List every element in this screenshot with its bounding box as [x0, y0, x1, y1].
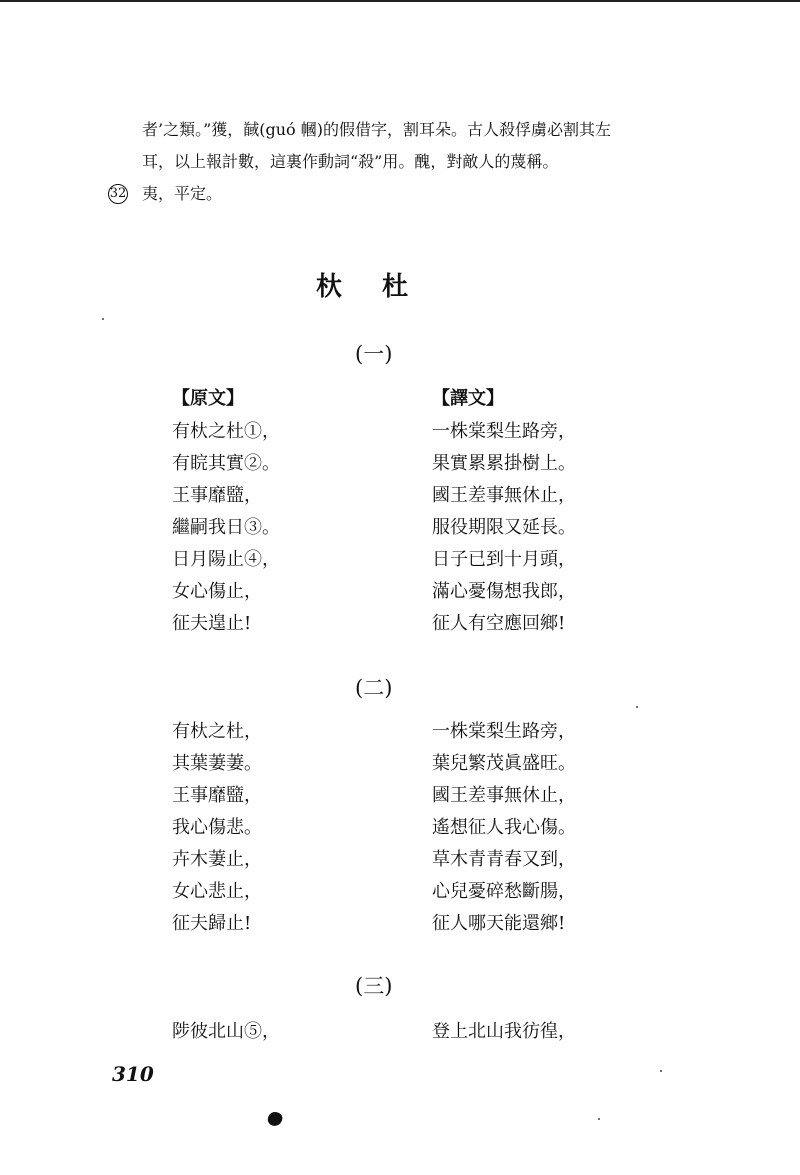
original-line: 我心傷悲。	[172, 817, 262, 838]
original-line: 王事靡盬，	[172, 485, 262, 506]
translation-line: 一株棠梨生路旁，	[432, 721, 576, 742]
translation-line: 一株棠梨生路旁，	[432, 421, 576, 442]
section-1-translation	[432, 416, 576, 640]
ink-speck	[598, 1118, 600, 1120]
top-border-line	[0, 0, 800, 2]
translation-line: 滿心憂傷想我郎，	[432, 581, 576, 602]
original-line: 王事靡盬，	[172, 785, 262, 806]
original-line: 有杕之杜①，	[172, 421, 280, 442]
original-line: 女心傷止，	[172, 581, 262, 602]
note-number-badge: 32	[108, 184, 128, 204]
translation-line: 遙想征人我心傷。	[432, 817, 576, 838]
note-line-3: 夷，平定。	[142, 184, 223, 203]
section-label-2: (二)	[355, 676, 393, 700]
original-line: 有杕之杜，	[172, 721, 262, 742]
original-line: 陟彼北山⑤，	[172, 1021, 280, 1042]
ink-speck	[636, 706, 638, 708]
translation-line: 國王差事無休止，	[432, 485, 576, 506]
ink-blot	[266, 1110, 284, 1128]
original-line: 繼嗣我日③。	[172, 517, 280, 538]
original-line: 征夫歸止!	[172, 913, 252, 934]
translation-line: 心兒憂碎愁斷腸，	[432, 881, 576, 902]
translation-line: 登上北山我彷徨，	[432, 1021, 576, 1042]
section-3-original	[172, 1016, 280, 1048]
note-line-1: 者’之類。”獲，馘(guó 幗)的假借字，割耳朵。古人殺俘虜必割其左	[142, 120, 612, 139]
translation-line: 國王差事無休止，	[432, 785, 576, 806]
page-number: 310	[112, 1062, 154, 1086]
translation-line: 草木青青春又到，	[432, 849, 576, 870]
note-line-2: 耳，以上報計數，這裏作動詞“殺”用。醜，對敵人的蔑稱。	[142, 152, 559, 171]
translation-line: 征人有空應回鄉!	[432, 613, 566, 634]
header-translation: 【譯文】	[432, 388, 504, 409]
ink-speck	[660, 1070, 662, 1072]
original-line: 有睆其實②。	[172, 453, 280, 474]
original-line: 其葉萋萋。	[172, 753, 262, 774]
translation-line: 日子已到十月頭，	[432, 549, 576, 570]
ink-speck	[102, 318, 104, 320]
translation-line: 服役期限又延長。	[432, 517, 576, 538]
translation-line: 果實累累掛樹上。	[432, 453, 576, 474]
original-line: 日月陽止④，	[172, 549, 280, 570]
original-line: 卉木萋止，	[172, 849, 262, 870]
header-original: 【原文】	[172, 388, 244, 409]
translation-line: 征人哪天能還鄉!	[432, 913, 566, 934]
poem-title: 杕杜	[316, 272, 449, 302]
section-2-original	[172, 716, 262, 940]
original-line: 女心悲止，	[172, 881, 262, 902]
section-3-translation	[432, 1016, 576, 1048]
section-label-1: (一)	[355, 342, 393, 366]
section-1-original	[172, 416, 280, 640]
section-label-3: (三)	[355, 974, 393, 998]
original-line: 征夫遑止!	[172, 613, 252, 634]
translation-line: 葉兒繁茂眞盛旺。	[432, 753, 576, 774]
section-2-translation	[432, 716, 576, 940]
